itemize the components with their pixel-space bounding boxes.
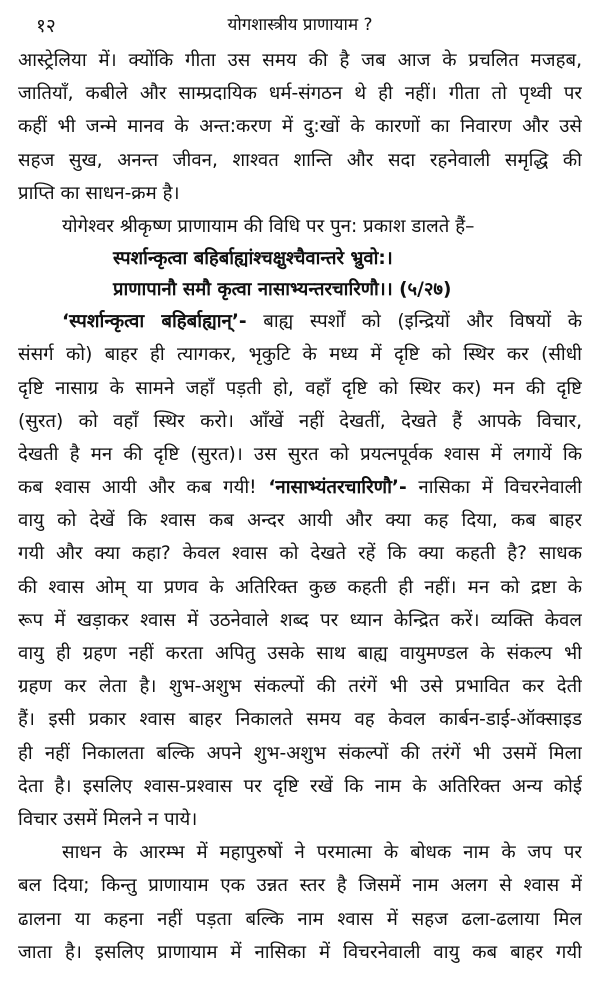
paragraph-2 (18, 305, 582, 836)
text-line: साधन के आरम्भ में महापुरुषों ने परमात्मा के बोधक नाम के जप पर (62, 842, 582, 864)
text-line: दृष्टि नासाग्र के सामने जहाँ पड़ती हो, वहाँ दृष्टि को स्थिर कर) मन की दृष्टि (18, 377, 582, 399)
text-line: जाता है। इसलिए प्राणायाम में नासिका में विचरनेवाली वायु कब बाहर गयी (18, 941, 582, 963)
text-line: विचार उसमें मिलने न पाये। (18, 808, 198, 830)
term-sparshan: ‘स्पर्शान्कृत्वा बहिर्बाह्यान्’- (62, 311, 247, 333)
page-number: १२ (36, 15, 56, 37)
text-line: देखती है मन की दृष्टि (सुरत)। उस सुरत को प्रयत्नपूर्वक श्वास में लगायें कि (18, 443, 582, 465)
paragraph-1 (18, 44, 582, 210)
paragraph-3 (18, 836, 582, 969)
text-line: ग्रहण कर लेता है। शुभ-अशुभ संकल्पों की तरंगें भी उसे प्रभावित कर देती (18, 676, 582, 698)
verse-intro: योगेश्वर श्रीकृष्ण प्राणायाम की विधि पर पुन: प्रकाश डालते हैं– (62, 215, 475, 237)
text-line: कब श्वास आयी और कब गयी! ‘नासाभ्यंतरचारिणौ’- नासिका में विचरनेवाली (18, 477, 582, 499)
text-line: गयी और क्या कहा? केवल श्वास को देखते रहें कि क्या कहती है? साधक (18, 543, 582, 565)
text-line: प्राप्ति का साधन-क्रम है। (18, 182, 180, 204)
text-line: ढालना या कहना नहीं पड़ता बल्कि नाम श्वास में सहज ढला-ढलाया मिल (18, 908, 582, 930)
text-line: (सुरत) को वहाँ स्थिर करो। आँखें नहीं देखतीं, देखते हैं आपके विचार, (18, 410, 582, 432)
text-line: हैं। इसी प्रकार श्वास बाहर निकालते समय वह केवल कार्बन-डाई-ऑक्साइड (18, 709, 582, 731)
text-line: वायु ही ग्रहण नहीं करता अपितु उसके साथ बाह्य वायुमण्डल के संकल्प भी (18, 643, 582, 664)
text-line: जातियाँ, कबीले और साम्प्रदायिक धर्म-संगठन थे ही नहीं। गीता तो पृथ्वी पर (18, 83, 582, 105)
verse-block (18, 243, 582, 305)
text-line: ‘स्पर्शान्कृत्वा बहिर्बाह्यान्’- बाह्य स्पर्शों को (इन्द्रियों और विषयों के (62, 311, 582, 333)
text-line: सहज सुख, अनन्त जीवन, शाश्वत शान्ति और सदा रहनेवाली समृद्धि की (18, 149, 582, 171)
text-line: देता है। इसलिए श्वास-प्रश्वास पर दृष्टि रखें कि नाम के अतिरिक्त अन्य कोई (18, 775, 582, 797)
page-header (18, 0, 582, 44)
verse-line-1: स्पर्शान्कृत्वा बहिर्बाह्यांश्चक्षुश्चैवान्तरे भ्रुवो:। (113, 248, 393, 270)
text-line: ही नहीं निकालता बल्कि अपने शुभ-अशुभ संकल्पों की तरंगें भी उसमें मिला (18, 742, 582, 764)
text-line: संसर्ग को) बाहर ही त्यागकर, भृकुटि के मध्य में दृष्टि को स्थिर कर (सीधी (18, 344, 582, 366)
verse-line-2: प्राणापानौ समौ कृत्वा नासाभ्यन्तरचारिणौ।। (५/२७) (113, 279, 452, 301)
text-line: आस्ट्रेलिया में। क्योंकि गीता उस समय की है जब आज के प्रचलित मजहब, (18, 50, 582, 71)
text-line: वायु को देखें कि श्वास कब अन्दर आयी और क्या कह दिया, कब बाहर (18, 510, 582, 532)
term-nasabhyantar: ‘नासाभ्यंतरचारिणौ’- (268, 477, 407, 499)
text-line: की श्वास ओम् या प्रणव के अतिरिक्त कुछ कहती ही नहीं। मन को द्रष्टा के (18, 576, 582, 598)
text-line: कहीं भी जन्मे मानव के अन्त:करण में दु:खों के कारणों का निवारण और उसे (18, 116, 582, 138)
text-line: रूप में खड़ाकर श्वास में उठनेवाले शब्द पर ध्यान केन्द्रित करें। व्यक्ति केवल (18, 609, 582, 631)
text-line: बल दिया; किन्तु प्राणायाम एक उन्नत स्तर है जिसमें नाम अलग से श्वास में (18, 875, 582, 897)
running-title: योगशास्त्रीय प्राणायाम ? (227, 15, 373, 35)
